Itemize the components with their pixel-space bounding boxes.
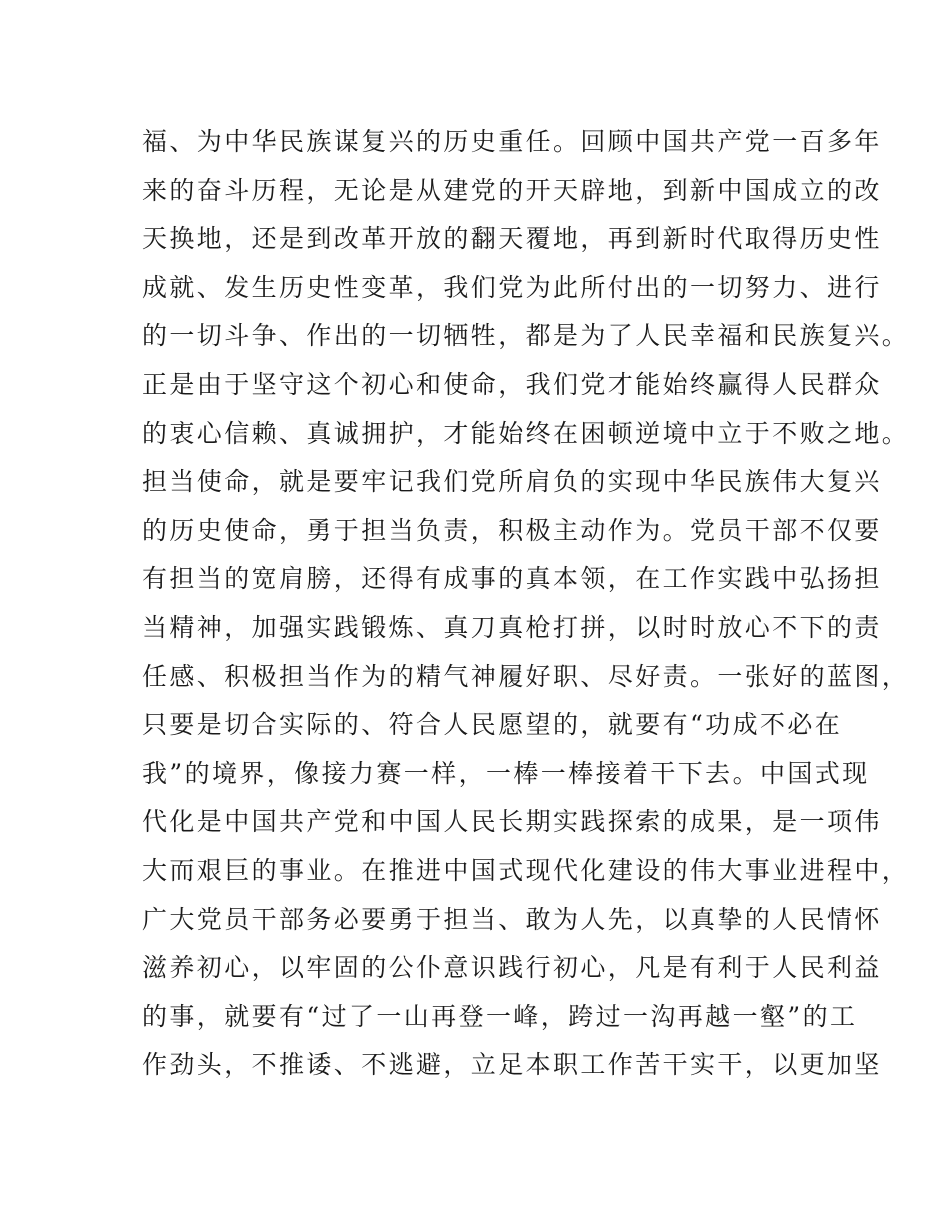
text-line: 代化是中国共产党和中国人民长期实践探索的成果，是一项伟: [142, 807, 882, 837]
text-line: 的历史使命，勇于担当负责，积极主动作为。党员干部不仅要: [142, 515, 882, 545]
text-line: 任感、积极担当作为的精气神履好职、尽好责。一张好的蓝图，: [142, 661, 910, 691]
text-line: 只要是切合实际的、符合人民愿望的，就要有“功成不必在: [142, 710, 843, 740]
body-text: [142, 118, 910, 1090]
text-line: 来的奋斗历程，无论是从建党的开天辟地，到新中国成立的改: [142, 175, 882, 205]
text-line: 天换地，还是到改革开放的翻天覆地，再到新时代取得历史性: [142, 224, 882, 254]
text-line: 作劲头，不推诿、不逃避，立足本职工作苦干实干，以更加坚: [142, 1050, 882, 1080]
text-line: 大而艰巨的事业。在推进中国式现代化建设的伟大事业进程中，: [142, 855, 910, 885]
text-line: 正是由于坚守这个初心和使命，我们党才能始终赢得人民群众: [142, 369, 882, 399]
text-line: 有担当的宽肩膀，还得有成事的真本领，在工作实践中弘扬担: [142, 564, 882, 594]
text-line: 福、为中华民族谋复兴的历史重任。回顾中国共产党一百多年: [142, 127, 882, 156]
text-line: 滋养初心，以牢固的公仆意识践行初心，凡是有利于人民利益: [142, 953, 882, 983]
text-line: 我”的境界，像接力赛一样，一棒一棒接着干下去。中国式现: [142, 758, 870, 788]
text-line: 的事，就要有“过了一山再登一峰，跨过一沟再越一壑”的工: [142, 1001, 858, 1031]
text-line: 的一切斗争、作出的一切牺牲，都是为了人民幸福和民族复兴。: [142, 321, 910, 351]
text-line: 担当使命，就是要牢记我们党所肩负的实现中华民族伟大复兴: [142, 467, 882, 497]
text-line: 广大党员干部务必要勇于担当、敢为人先，以真挚的人民情怀: [142, 904, 882, 934]
text-line: 当精神，加强实践锻炼、真刀真枪打拼，以时时放心不下的责: [142, 612, 882, 642]
text-line: 成就、发生历史性变革，我们党为此所付出的一切努力、进行: [142, 272, 882, 302]
text-line: 的衷心信赖、真诚拥护，才能始终在困顿逆境中立于不败之地。: [142, 418, 910, 448]
